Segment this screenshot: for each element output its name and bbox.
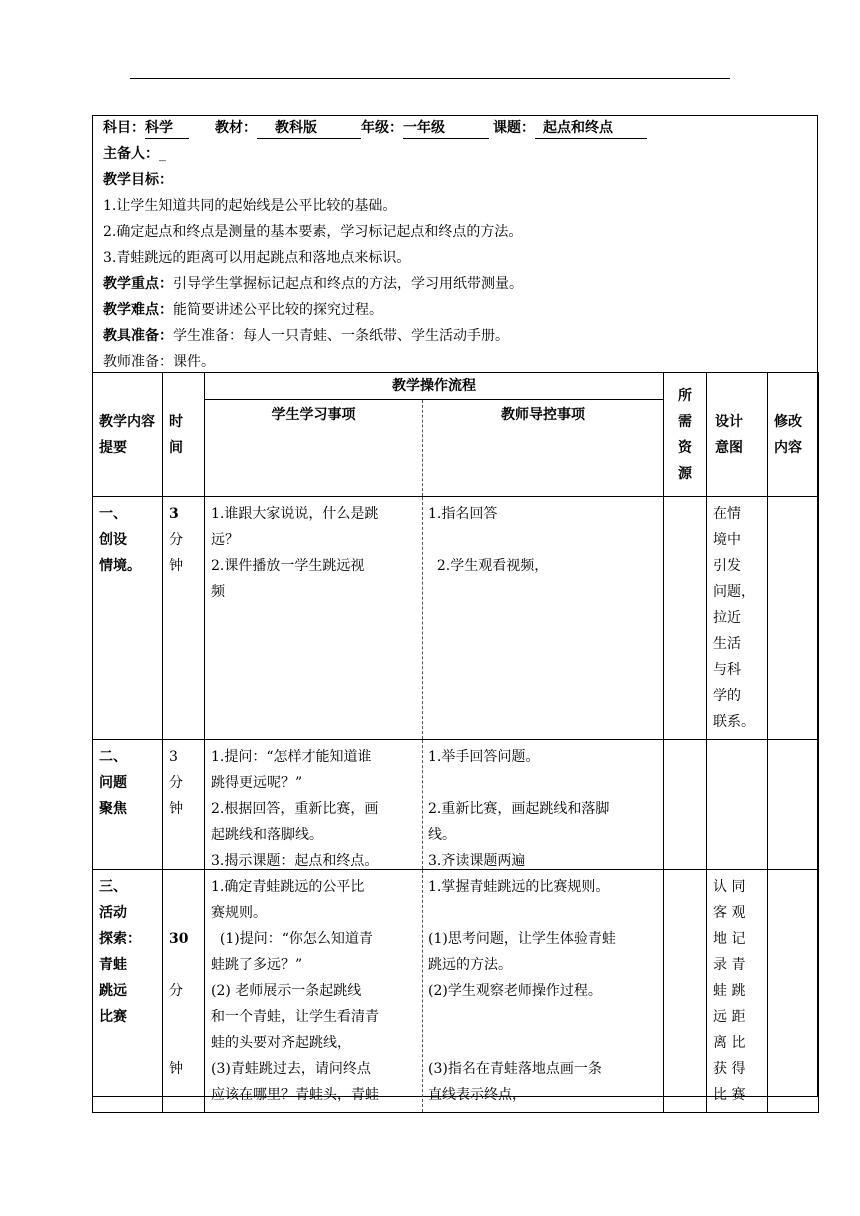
row2-teacher-line: 3.齐读课题两遍: [428, 853, 526, 869]
row1-time-line: 钟: [169, 558, 183, 574]
prep-label: 教具准备：: [103, 328, 173, 344]
row1-content: [93, 497, 163, 740]
key-point-line: [103, 274, 523, 294]
header-process: [205, 373, 664, 497]
row1-design: [707, 497, 768, 740]
header-resources: [664, 373, 707, 497]
row1-design-line: 生活: [713, 636, 741, 652]
row3-teacher-line: (1)思考问题，让学生体验青蛙: [428, 931, 616, 947]
row1-content-line: 情境。: [99, 558, 141, 574]
row2-time: [163, 740, 205, 870]
row2-design: [707, 740, 768, 870]
row3-content-line: 比赛: [99, 1009, 127, 1025]
row3-time-line: 钟: [169, 1061, 183, 1077]
header-resources-text: 所需资源: [678, 387, 692, 482]
row2-content: [93, 740, 163, 870]
grade-label: 年级：: [361, 120, 403, 136]
goals-label: 教学目标：: [103, 172, 173, 188]
row3-student-line: (1)提问：“你怎么知道青: [211, 931, 373, 947]
grid-header-row: [93, 373, 819, 497]
row3-design-line: 录 青: [713, 957, 746, 973]
prep-line: [103, 326, 509, 346]
row1-revise: [768, 497, 819, 740]
row3-design-line: 蛙 跳: [713, 983, 746, 999]
row2-process: [205, 740, 664, 870]
topic-label: 课题：: [493, 120, 535, 136]
header-student: 学生学习事项: [271, 407, 356, 423]
header-revise-text: 修改内容: [774, 413, 802, 456]
goals-heading: [103, 170, 173, 190]
row1-time: [163, 497, 205, 740]
row2-teacher-line: 1.举手回答问题。: [428, 749, 540, 765]
row1-student-line: 远？: [211, 532, 239, 548]
goal-1: 1.让学生知道共同的起始线是公平比较的基础。: [103, 198, 397, 214]
subject-label: 科目：: [103, 120, 145, 136]
row3-design-line: 比 赛: [713, 1087, 746, 1103]
row3-design: [707, 870, 768, 1113]
row3-student-line: 赛规则。: [211, 905, 267, 921]
row2-content-line: 问题: [99, 775, 127, 791]
difficulty-text: 能简要讲述公平比较的探究过程。: [173, 302, 383, 318]
row3-time-line: 30: [169, 931, 189, 947]
topic-value: 起点和终点: [535, 118, 647, 139]
goal-2: 2.确定起点和终点是测量的基本要素，学习标记起点和终点的方法。: [103, 224, 523, 240]
preparer-value: _: [159, 146, 166, 162]
row3-revise: [768, 870, 819, 1113]
row3-design-line: 地 记: [713, 931, 746, 947]
row3-time: [163, 870, 205, 1113]
header-time: [163, 373, 205, 497]
header-dash-divider: [422, 400, 423, 496]
row3-teacher-line: (3)指名在青蛙落地点画一条: [428, 1061, 602, 1077]
row3-design-line: 客 观: [713, 905, 746, 921]
lesson-plan-table: [92, 115, 818, 1103]
row2-student-line: 3.揭示课题：起点和终点。: [211, 853, 379, 869]
row3-design-line: 认 同: [713, 879, 746, 895]
row3-teacher-line: (2)学生观察老师操作过程。: [428, 983, 602, 999]
row3-student-line: 和一个青蛙，让学生看清青: [211, 1009, 379, 1025]
row3-student-line: (3)青蛙跳过去，请问终点: [211, 1061, 371, 1077]
row1-teacher-line: 1.指名回答: [428, 506, 498, 522]
row3-teacher-line: 跳远的方法。: [428, 957, 512, 973]
header-time-text: 时间: [169, 413, 183, 456]
header-process-title: 教学操作流程: [205, 373, 663, 400]
row3-design-line: 远 距: [713, 1009, 746, 1025]
grade-value: 一年级: [403, 118, 489, 139]
difficulty-label: 教学难点：: [103, 302, 173, 318]
header-content-text: 教学内容提要: [99, 413, 155, 456]
row1-teacher-line: 2.学生观看视频，: [428, 558, 549, 574]
row1-design-line: 在情: [713, 506, 741, 522]
row2-student-line: 跳得更远呢？”: [211, 775, 303, 791]
row2-time-line: 分: [169, 775, 183, 791]
row3-student-line: 蛙的头要对齐起跳线，: [211, 1035, 351, 1051]
table-row: [93, 740, 819, 870]
row3-student-line: 应该在哪里？青蛙头，青蛙: [211, 1087, 379, 1103]
row3-content-line: 探索：: [99, 931, 141, 947]
row3-teacher-line: 直线表示终点，: [428, 1087, 526, 1103]
row2-student-line: 起跳线和落脚线。: [211, 827, 323, 843]
row2-student-line: 1.提问：“怎样才能知道谁: [211, 749, 372, 765]
row3-content-line: 青蛙: [99, 957, 127, 973]
top-rule: [130, 78, 730, 79]
row3-content-line: 三、: [99, 879, 127, 895]
table-row: [93, 870, 819, 1113]
row1-student-line: 1.谁跟大家说说，什么是跳: [211, 506, 379, 522]
subject-value: 科学: [145, 118, 189, 139]
row2-teacher-line: 线。: [428, 827, 456, 843]
row1-time-line: 分: [169, 532, 183, 548]
row3-content-line: 跳远: [99, 983, 127, 999]
textbook-label: 教材：: [215, 120, 257, 136]
header-line-1: [103, 118, 647, 139]
row1-design-line: 问题，: [713, 584, 755, 600]
row1-design-line: 引发: [713, 558, 741, 574]
key-label: 教学重点：: [103, 276, 173, 292]
preparer-label: 主备人：: [103, 146, 159, 162]
row1-design-line: 境中: [713, 532, 741, 548]
row3-content-line: 活动: [99, 905, 127, 921]
row3-teacher-line: 1.掌握青蛙跳远的比赛规则。: [428, 879, 610, 895]
row2-content-line: 二、: [99, 749, 127, 765]
row1-content-line: 一、: [99, 506, 127, 522]
header-teacher: 教师导控事项: [501, 407, 585, 423]
row3-design-line: 离 比: [713, 1035, 746, 1051]
difficulty-line: [103, 300, 383, 320]
process-grid: [92, 372, 819, 1113]
row1-content-line: 创设: [99, 532, 127, 548]
row2-revise: [768, 740, 819, 870]
key-text: 引导学生掌握标记起点和终点的方法，学习用纸带测量。: [173, 276, 523, 292]
row3-time-line: 分: [169, 983, 183, 999]
row3-content: [93, 870, 163, 1113]
row1-design-line: 联系。: [713, 714, 755, 730]
textbook-value: 教科版: [257, 118, 361, 139]
row3-student-line: 蛙跳了多远？”: [211, 957, 303, 973]
row1-design-line: 学的: [713, 688, 741, 704]
header-line-2: [103, 144, 166, 164]
row3-process: [205, 870, 664, 1113]
header-design-text: 设计意图: [715, 413, 743, 456]
row1-process: [205, 497, 664, 740]
row2-content-line: 聚焦: [99, 801, 127, 817]
row2-student-line: 2.根据回答，重新比赛，画: [211, 801, 379, 817]
row2-time-line: 3: [169, 749, 178, 765]
header-revise: [768, 373, 819, 497]
prep-text: 学生准备：每人一只青蛙、一条纸带、学生活动手册。: [173, 328, 509, 344]
teacher-prep-line: 教师准备：课件。: [103, 354, 215, 370]
row1-design-line: 与科: [713, 662, 741, 678]
row1-student-line: 2.课件播放一学生跳远视: [211, 558, 365, 574]
row2-time-line: 钟: [169, 801, 183, 817]
row2-teacher-line: 2.重新比赛，画起跳线和落脚: [428, 801, 610, 817]
row3-student-line: (2) 老师展示一条起跳线: [211, 983, 362, 999]
row1-student-line: 频: [211, 584, 225, 600]
header-design: [707, 373, 768, 497]
row1-time-line: 3: [169, 506, 179, 522]
table-row: [93, 497, 819, 740]
goal-3: 3.青蛙跳远的距离可以用起跳点和落地点来标识。: [103, 250, 411, 266]
row3-design-line: 获 得: [713, 1061, 746, 1077]
row3-student-line: 1.确定青蛙跳远的公平比: [211, 879, 365, 895]
row1-design-line: 拉近: [713, 610, 741, 626]
header-content: [93, 373, 163, 497]
